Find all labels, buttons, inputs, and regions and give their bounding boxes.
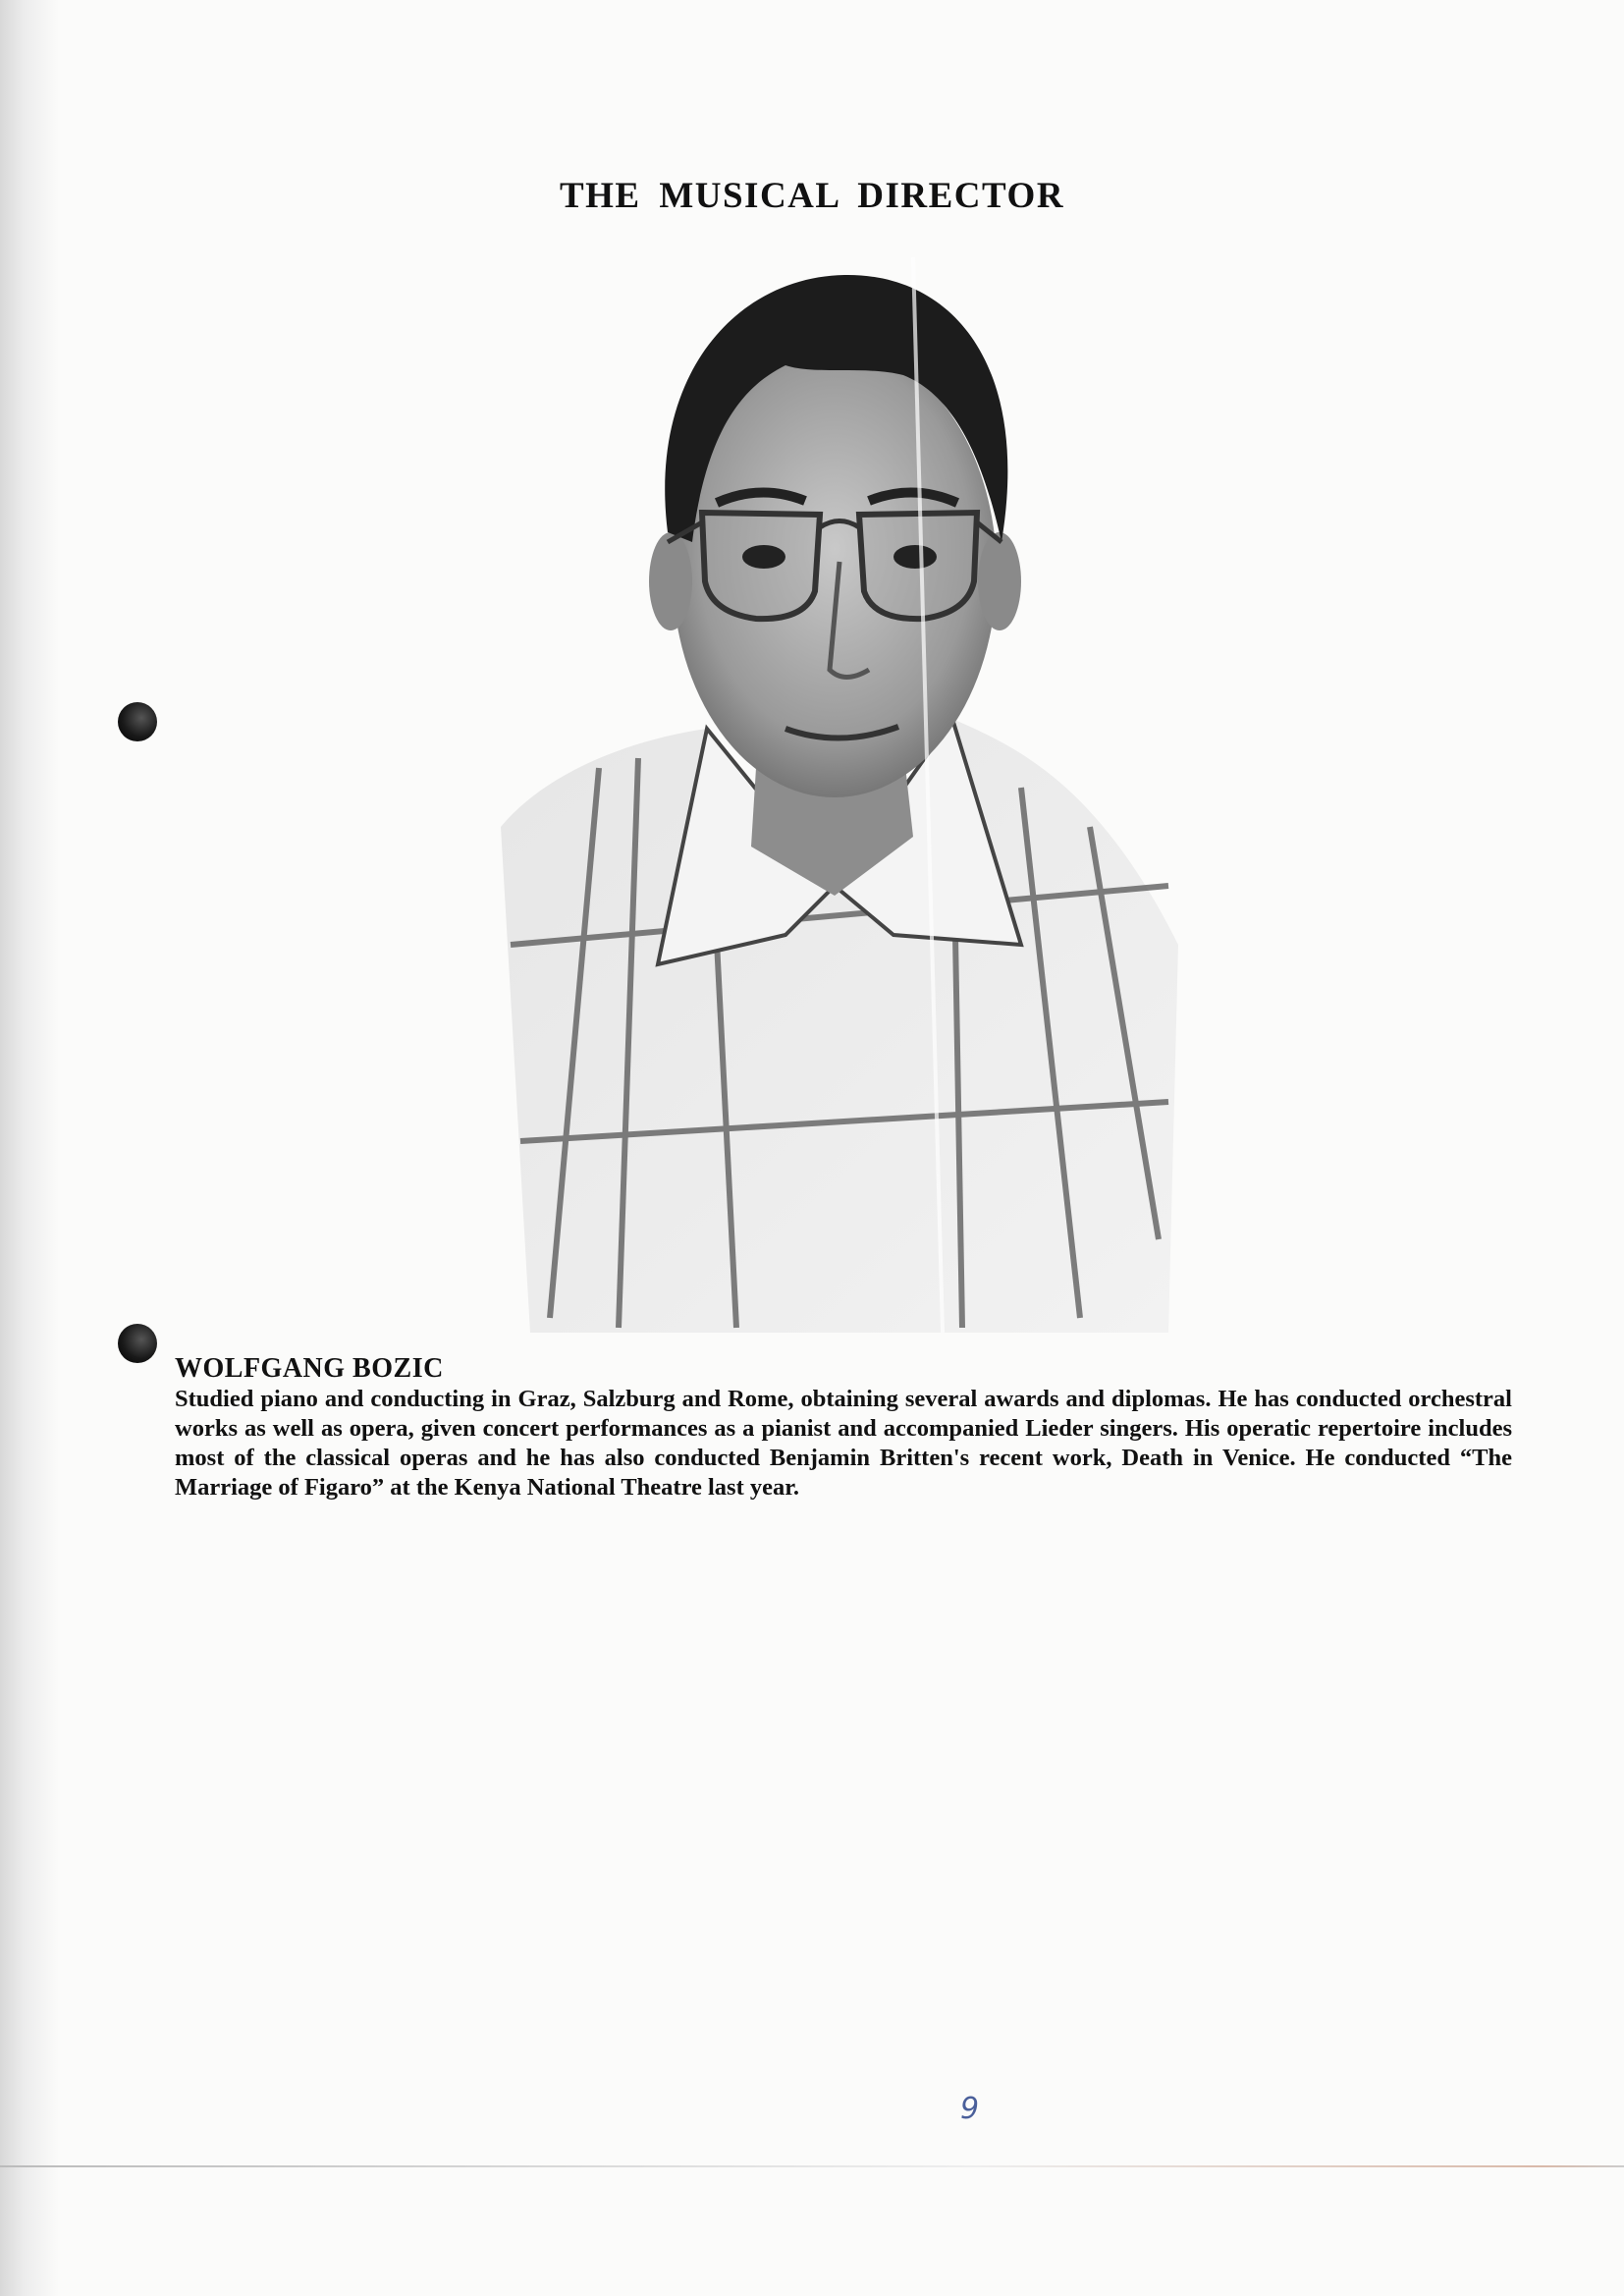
director-name: WOLFGANG BOZIC xyxy=(175,1353,444,1384)
page-title: THE MUSICAL DIRECTOR xyxy=(559,176,1065,216)
portrait-photo xyxy=(491,257,1178,1333)
scan-artifact-line xyxy=(0,2165,1624,2167)
director-bio xyxy=(175,1385,1512,1503)
scan-edge-shadow xyxy=(0,0,59,2296)
punch-hole-icon xyxy=(118,1324,157,1363)
page-number: 9 xyxy=(960,2092,980,2126)
bio-text: Studied piano and conducting in Graz, Salzburg and Rome, obtaining several awards and diplomas. He has conducted orchestral works as well as opera, given concert performances as a pianist and accompanied Lieder singers. His operatic repertoire includes most of the classical operas and he has also conducted Benjamin Britten's recent work, Death in Venice. He conducted “The Marriage of Figaro” at the Kenya National Theatre last year. xyxy=(175,1386,1512,1501)
punch-hole-icon xyxy=(118,702,157,741)
